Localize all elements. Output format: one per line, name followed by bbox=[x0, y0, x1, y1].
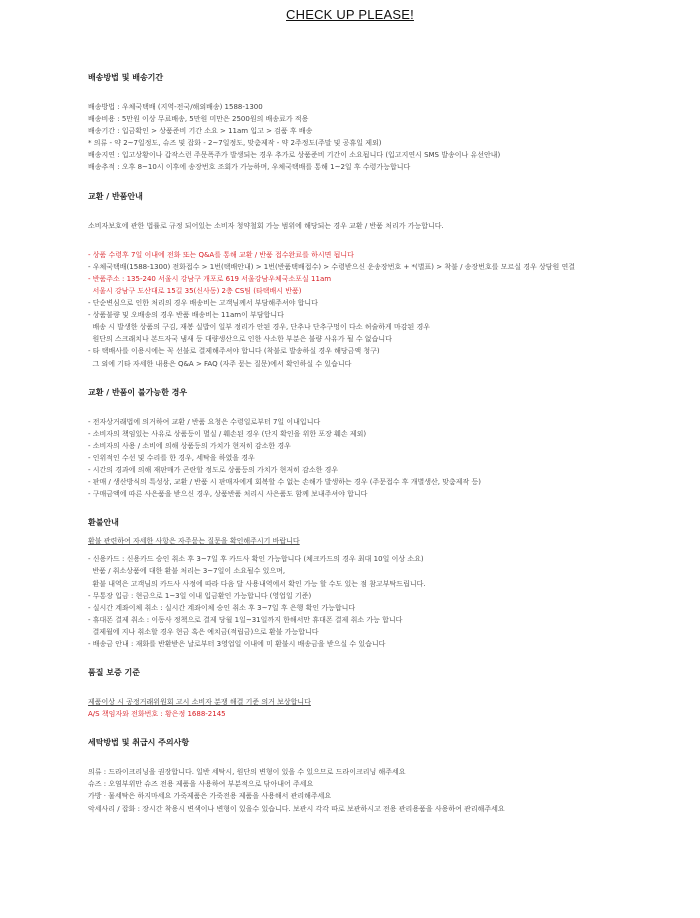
no-exchange-line: - 구매금액에 따른 사은품을 받으신 경우, 상품반품 처리시 사은품도 함께 보내주셔야 합니다 bbox=[88, 490, 368, 499]
refund-line: - 무통장 입금 : 현금으로 1~3일 이내 입금환인 가능합니다 (영업일 기준) bbox=[88, 591, 312, 600]
product-policy-content bbox=[88, 72, 700, 815]
refund-heading: 환불안내 bbox=[88, 518, 119, 528]
refund-line: 결제월에 지나 취소할 경우 현금 혹은 예치금(적립금)으로 환불 가능합니다 bbox=[88, 627, 319, 636]
care-line: 가방 · 물세탁은 하지마세요 가죽제품은 가죽전용 제품을 사용해서 관리해주세요 bbox=[88, 792, 332, 801]
return-address-cs: 서울시 강남구 도산대로 15길 35(신사동) 2층 CS팀 (타택배시 반품) bbox=[88, 286, 302, 295]
no-exchange-line: - 소비자의 사용 / 소비에 의해 상품등의 가치가 현저히 감소한 경우 bbox=[88, 441, 291, 450]
quality-heading: 품질 보증 기준 bbox=[88, 668, 140, 678]
no-exchange-line: - 소비자의 책임있는 사유로 상품등이 멸실 / 훼손된 경우 (단지 확인을 위한 포장 훼손 제외) bbox=[88, 429, 367, 438]
shipping-line: 배송지연 : 입고상황이나 갑작스런 주문폭주가 발생되는 경우 추가로 상품준비 기간이 소요됩니다 (입고지연시 SMS 발송이나 유선안내) bbox=[88, 151, 501, 160]
exchange-line: - 타 택배사를 이용시에는 꼭 선불로 결제해주셔야 합니다 (착불로 발송하실 경우 해당금액 청구) bbox=[88, 347, 380, 356]
quality-standard: 제품이상 시 공정거래위원회 고시 소비자 분쟁 해결 기준 의거 보상합니다 bbox=[88, 698, 311, 707]
shipping-line: 배송비용 : 5만원 이상 무료배송, 5만원 미만은 2500원의 배송료가 적용 bbox=[88, 115, 309, 124]
exchange-line: 원단의 스크래치나 본드자국 냄새 등 대량생산으로 인한 사소한 부분은 불량 사유가 될 수 없습니다 bbox=[88, 335, 392, 344]
no-exchange-line: - 인위적인 수선 및 수리를 한 경우, 세탁을 하였을 경우 bbox=[88, 453, 255, 462]
no-exchange-line: - 판매 / 생산방식의 특성상, 교환 / 반품 시 판매자에게 회복할 수 없는 손해가 발생하는 경우 (주문접수 후 개별생산, 맞춤제작 등) bbox=[88, 478, 481, 487]
refund-line: - 실시간 계좌이체 취소 : 실시간 계좌이체 승인 취소 후 3~7일 후 은행 확인 가능합니다 bbox=[88, 603, 356, 612]
exchange-line: - 단순변심으로 인한 처리의 경우 배송비는 고객님께서 부담해주셔야 합니다 bbox=[88, 299, 318, 308]
refund-faq-link[interactable]: 환불 관련하여 자세한 사항은 자주묻는 질문을 확인해주시기 바랍니다 bbox=[88, 537, 300, 546]
shipping-line: * 의류 - 약 2~7일정도, 슈즈 및 잡화 - 2~7일정도, 맞춤제작 - 약 2주정도(주말 및 공휴일 제외) bbox=[88, 139, 382, 148]
refund-line: 환불 내역은 고객님의 카드사 사정에 따라 다음 달 사용내역에서 확인 가능 할 수도 있는 점 참고부탁드립니다. bbox=[88, 579, 426, 588]
shipping-heading: 배송방법 및 배송기간 bbox=[88, 73, 164, 82]
no-exchange-line: - 시간의 경과에 의해 재판매가 곤란할 정도로 상품등의 가치가 현저히 감소한 경우 bbox=[88, 465, 339, 474]
exchange-heading: 교환 / 반품안내 bbox=[88, 191, 143, 201]
exchange-line: 그 외에 기타 자세한 내용은 Q&A > FAQ (자주 묻는 질문)에서 확인하실 수 있습니다 bbox=[88, 359, 352, 368]
page-title: CHECK UP PLEASE! bbox=[286, 7, 414, 22]
refund-line: - 배송금 안내 : 재화를 반환받은 날로부터 3영업일 이내에 미 환불시 배송금을 받으실 수 있습니다 bbox=[88, 640, 386, 648]
return-address: - 반품주소 : 135-240 서울시 강남구 개포로 619 서울강남우체국소포실 11am bbox=[88, 274, 332, 283]
care-heading: 세탁방법 및 취급시 주의사항 bbox=[88, 738, 190, 748]
care-line: 슈즈 : 오염부위만 슈즈 전용 제품을 사용하여 부분적으로 닦아내어 주세요 bbox=[88, 780, 314, 789]
exchange-line: - 우체국택배(1588-1300) 전화접수 > 1번(택배안내) > 1번(반품택배접수) > 수령받으신 운송장번호 + *(별표) > 착불 / 송장번호를 모르실 경우 상담원 연결 bbox=[88, 262, 575, 271]
care-line: 의류 : 드라이크리닝을 권장합니다. 일반 세탁시, 원단의 변형이 있을 수 있으므로 드라이크리닝 해주세요 bbox=[88, 768, 406, 777]
care-line: 악세사리 / 잡화 : 장시간 착용시 변색이나 변형이 있을수 있습니다. 보관시 각각 따로 보관하시고 전용 관리용품을 사용하여 관리해주세요 bbox=[88, 804, 505, 813]
no-exchange-heading: 교환 / 반품이 불가능한 경우 bbox=[88, 387, 188, 397]
exchange-line: 배송 시 발생한 상품의 구김, 재봉 실밥이 일부 정리가 안된 경우, 단추나 단추구멍이 다소 허술하게 마감된 경우 bbox=[88, 323, 431, 332]
exchange-line-deadline: - 상품 수령후 7일 이내에 전화 또는 Q&A를 통해 교환 / 반품 접수완료를 하시면 됩니다 bbox=[88, 250, 354, 259]
shipping-line: 배송방법 : 우체국택배 (지역-전국/해외배송) 1588-1300 bbox=[88, 103, 263, 111]
shipping-line: 배송기간 : 입금확인 > 상품준비 기간 소요 > 11am 입고 > 검품 후 배송 bbox=[88, 127, 313, 136]
refund-line: - 신용카드 : 신용카드 승인 취소 후 3~7일 후 카드사 확인 가능합니다 (체크카드의 경우 최대 10일 이상 소요) bbox=[88, 555, 424, 564]
exchange-intro: 소비자보호에 관한 법률로 규정 되어있는 소비자 청약철회 가능 범위에 해당되는 경우 교환 / 반품 처리가 가능합니다. bbox=[88, 221, 444, 230]
as-contact: A/S 책임자와 전화번호 : 황은정 1688-2145 bbox=[88, 710, 226, 719]
no-exchange-line: - 전자상거래법에 의거하여 교환 / 반품 요청은 수령일로부터 7일 이내입니다 bbox=[88, 417, 321, 426]
refund-line: - 휴대폰 결제 취소 : 이동사 정책으로 결제 당월 1일~31일까지 한해서만 휴대폰 결제 취소 가능 합니다 bbox=[88, 615, 403, 624]
exchange-line: - 상품불량 및 오배송의 경우 반품 배송비는 11am이 부담합니다 bbox=[88, 311, 284, 320]
refund-line: 반품 / 취소상품에 대한 환불 처리는 3~7일이 소요될수 있으며, bbox=[88, 567, 286, 576]
shipping-line: 배송추적 : 오후 8~10시 이후에 송장번호 조회가 가능하며, 우체국택배를 통해 1~2일 후 수령가능합니다 bbox=[88, 163, 411, 172]
